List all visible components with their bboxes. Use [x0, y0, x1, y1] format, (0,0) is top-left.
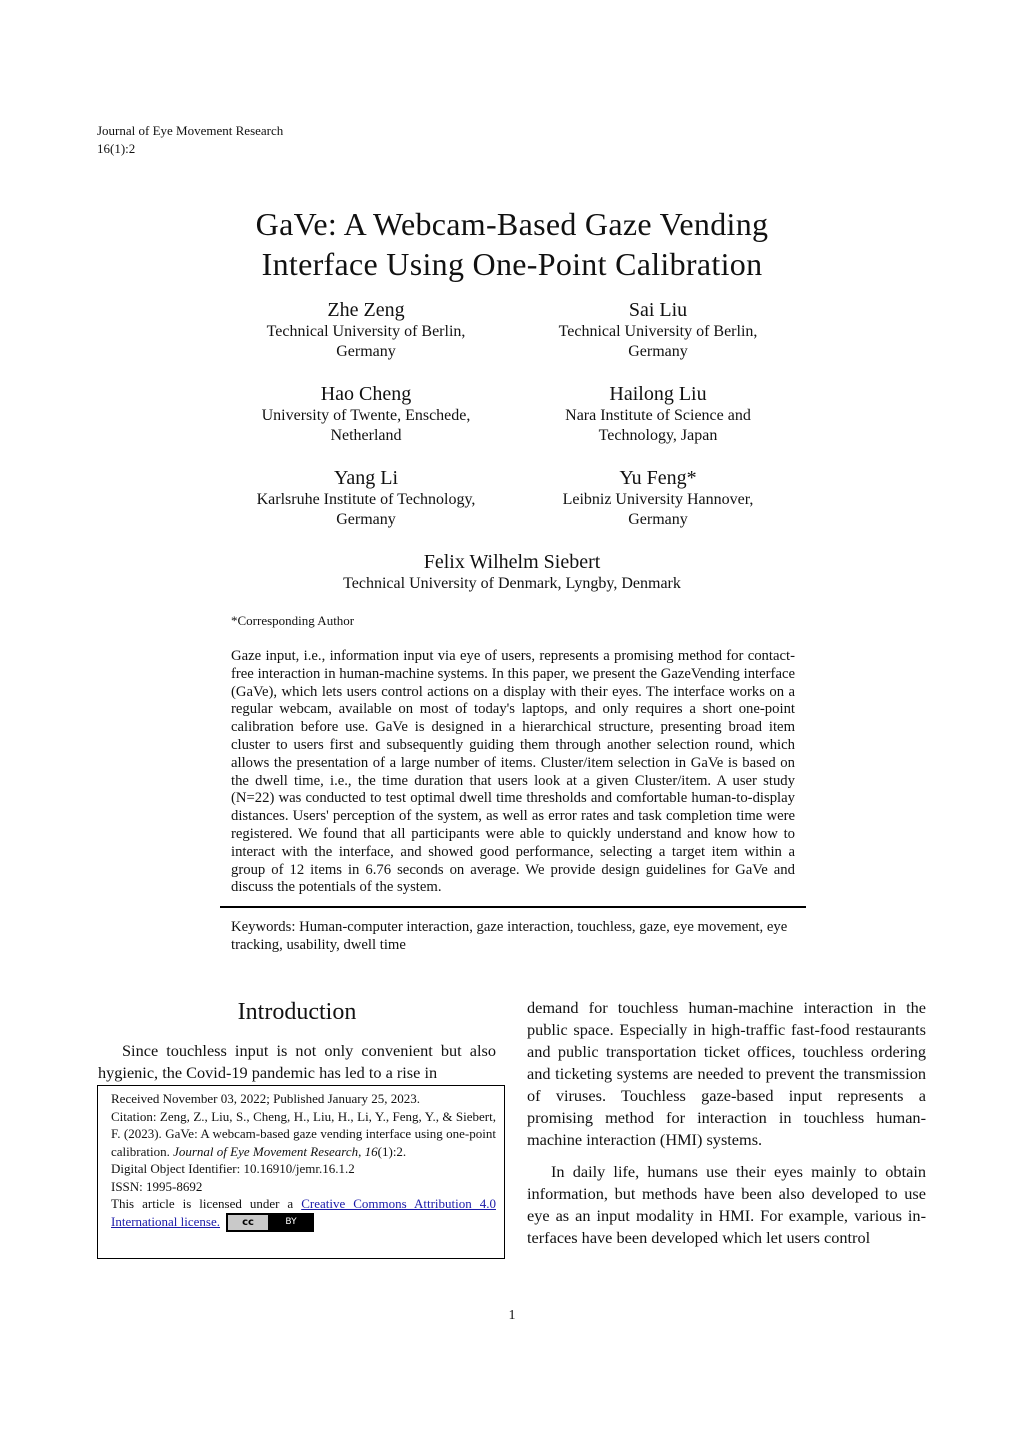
author-affiliation: Karlsruhe Institute of Technology,	[256, 491, 476, 508]
paragraph: In daily life, humans use their eyes mainly to obtain information, but methods have been also developed to use eye as an input modality in HMI. For example, various interfaces have been developed which let users control	[527, 1162, 926, 1247]
author-name: Zhe Zeng	[327, 299, 405, 321]
author-affiliation: Germany	[628, 343, 688, 360]
author-name: Yu Feng*	[619, 467, 697, 489]
author-affiliation: Leibniz University Hannover,	[562, 491, 754, 508]
keywords: Keywords: Human-computer interaction, gaze interaction, touchless, gaze, eye movement, eye tracking, usability, dwell time	[231, 919, 788, 953]
citation-volume: 16	[364, 1143, 378, 1159]
author-affiliation: University of Twente, Enschede,	[261, 407, 471, 424]
citation	[111, 1108, 496, 1161]
divider	[220, 906, 806, 908]
author-affiliation: Technical University of Berlin,	[266, 323, 466, 340]
author-block	[216, 382, 516, 446]
author-block	[508, 466, 808, 530]
author-affiliation: Germany	[628, 511, 688, 528]
cc-label: cc	[228, 1215, 268, 1230]
article-info-box	[97, 1085, 505, 1259]
author-block	[216, 466, 516, 530]
issn: ISSN: 1995-8692	[111, 1178, 203, 1194]
author-name: Felix Wilhelm Siebert	[423, 551, 601, 573]
author-block	[262, 550, 762, 594]
citation-journal: Journal of Eye Movement Research	[173, 1143, 359, 1159]
author-affiliation: Nara Institute of Science and	[565, 407, 751, 424]
author-name: Hao Cheng	[320, 383, 412, 405]
citation-issue: (1):2.	[377, 1143, 407, 1159]
abstract: Gaze input, i.e., information input via eye of users, represents a promising method for contact-free interaction in human-machine systems. In this paper, we present the GazeVending interface (GaVe), which lets users control actions on a display with their eyes. The interface works on a regular webcam, available on most of today's laptops, and only requires a short one-point calibration before use. GaVe is designed in a hierarchical structure, presenting broad item cluster to users first and subsequently guiding them through another selection round, which allows the presentation of a large number of items. Cluster/item selection in GaVe is based on the dwell time, i.e., the time duration that users look at a given Cluster/item. A user study (N=22) was conducted to test optimal dwell time thresholds and comfortable human-to-display distances. Users' perception of the system, as well as error rates and task completion time were registered. We found that all participants were able to quickly understand and know how to interact with the interface, and showed good performance, selecting a target item within a group of 12 items in 6.76 seconds on average. We provide design guidelines for GaVe and discuss the potentials of the system.	[231, 648, 795, 896]
author-block	[216, 298, 516, 362]
author-block	[508, 382, 808, 446]
title-line-2: Interface Using One-Point Calibration	[261, 246, 763, 282]
citation-separator: ,	[358, 1143, 365, 1159]
doi: Digital Object Identifier: 10.16910/jemr.16.1.2	[111, 1161, 355, 1176]
section-heading: Introduction	[237, 999, 357, 1025]
paragraph: Since touchless input is not only convenient but also hygienic, the Covid-19 pandemic has led to a rise in	[98, 1041, 496, 1082]
body-column-left	[98, 1040, 496, 1084]
journal-header	[97, 122, 283, 158]
author-name: Sai Liu	[628, 299, 688, 321]
journal-volume: 16(1):2	[97, 141, 136, 156]
license-text: This article is licensed under a	[111, 1196, 302, 1211]
page-number: 1	[508, 1308, 516, 1323]
corresponding-author-note: *Corresponding Author	[231, 613, 355, 628]
author-affiliation: Technical University of Denmark, Lyngby, Denmark	[343, 575, 681, 592]
license-link[interactable]: Creative Commons Attribution 4.0 International license.	[111, 1196, 496, 1229]
author-affiliation: Netherland	[330, 427, 402, 444]
author-affiliation: Germany	[336, 511, 396, 528]
author-affiliation: Germany	[336, 343, 396, 360]
license	[111, 1195, 496, 1232]
citation-text: Citation: Zeng, Z., Liu, S., Cheng, H., Liu, H., Li, Y., Feng, Y., & Siebert, F. (2023). GaVe: A webcam-based gaze vending interface using one-point calibration.	[111, 1108, 496, 1159]
by-label: BY	[285, 1217, 297, 1228]
author-name: Yang Li	[333, 467, 399, 489]
author-block	[508, 298, 808, 362]
author-name: Hailong Liu	[609, 383, 707, 405]
received-date: Received November 03, 2022; Published January 25, 2023.	[111, 1091, 421, 1106]
title-line-1: GaVe: A Webcam-Based Gaze Vending	[255, 206, 769, 242]
paper-title	[150, 204, 874, 284]
body-column-right	[527, 997, 926, 1249]
paragraph: demand for touchless human-machine interaction in the public space. Especially in high-traffic fast-food restaurants and public transportation ticket offices, touchless ordering and ticketing systems are needed to prevent the transmission of viruses. Touchless gaze-based input represents a promising method for interaction in touchless human-machine interaction (HMI) systems.	[527, 998, 926, 1149]
author-affiliation: Technology, Japan	[598, 427, 718, 444]
author-affiliation: Technical University of Berlin,	[558, 323, 758, 340]
cc-by-badge-icon[interactable]	[226, 1213, 314, 1232]
journal-name: Journal of Eye Movement Research	[97, 123, 284, 138]
